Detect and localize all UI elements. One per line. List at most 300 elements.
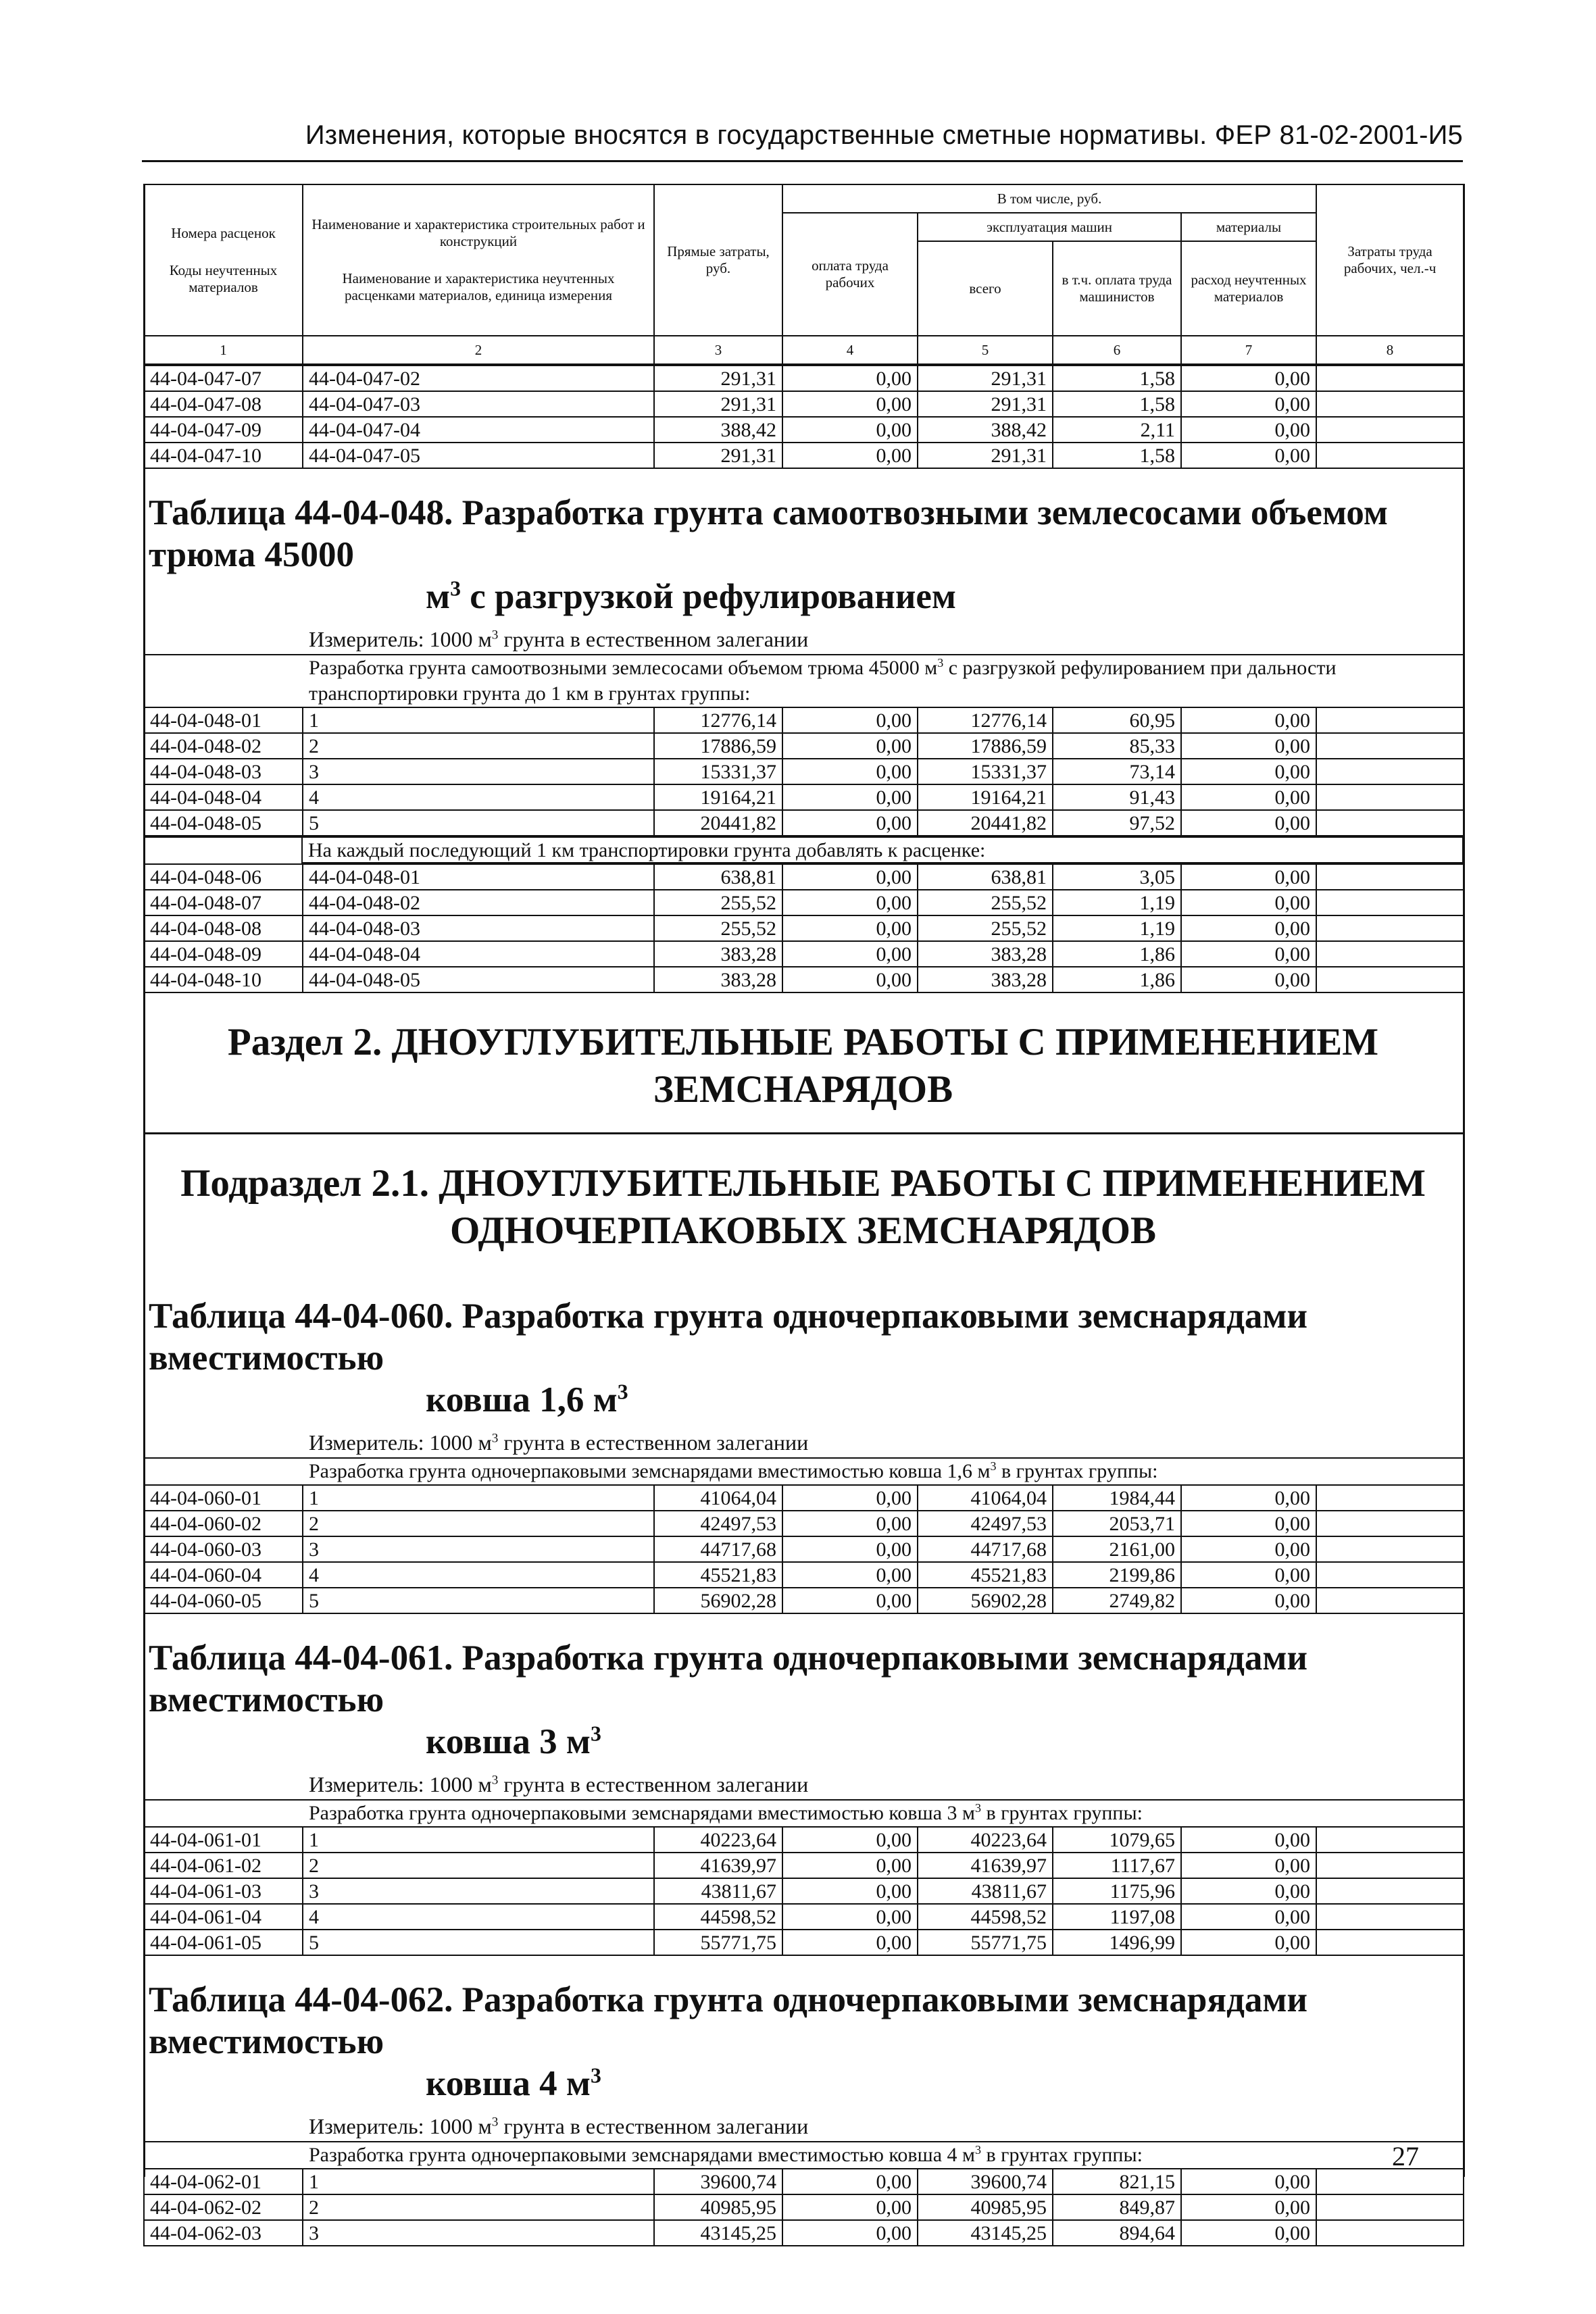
cell-code: 44-04-048-07	[144, 890, 303, 915]
cell-labor	[1316, 1904, 1464, 1930]
cell-code: 44-04-048-02	[144, 733, 303, 759]
cell-machines: 291,31	[918, 366, 1053, 391]
cell-machines: 19164,21	[918, 784, 1053, 810]
cell-materials: 0,00	[1181, 1588, 1316, 1613]
cell-code: 44-04-048-09	[144, 941, 303, 967]
cell-operators: 1,58	[1053, 391, 1181, 417]
column-number: 3	[654, 336, 782, 364]
cell-materials: 0,00	[1181, 1511, 1316, 1536]
header-col8: Затраты труда рабочих, чел.-ч	[1316, 184, 1464, 336]
cell-materials: 0,00	[1181, 366, 1316, 391]
header-col4: оплата труда рабочих	[782, 213, 918, 336]
cell-wages: 0,00	[782, 890, 918, 915]
cell-labor	[1316, 864, 1464, 890]
cell-labor	[1316, 2194, 1464, 2220]
cell-wages: 0,00	[782, 366, 918, 391]
cell-labor	[1316, 417, 1464, 443]
cell-operators: 2161,00	[1053, 1536, 1181, 1562]
cell-wages: 0,00	[782, 915, 918, 941]
cell-name: 44-04-048-05	[303, 967, 654, 992]
cell-machines: 45521,83	[918, 1562, 1053, 1588]
cell-machines: 44717,68	[918, 1536, 1053, 1562]
table-row	[144, 391, 1464, 417]
cell-direct: 45521,83	[654, 1562, 782, 1588]
cell-materials: 0,00	[1181, 417, 1316, 443]
cell-machines: 291,31	[918, 443, 1053, 468]
cell-direct: 40223,64	[654, 1827, 782, 1853]
cell-direct: 42497,53	[654, 1511, 782, 1536]
cell-labor	[1316, 443, 1464, 468]
cell-code: 44-04-047-09	[144, 417, 303, 443]
cell-operators: 1117,67	[1053, 1853, 1181, 1878]
section-heading-line1: Раздел 2. ДНОУГЛУБИТЕЛЬНЫЕ РАБОТЫ С ПРИМЕНЕНИЕМ	[227, 1021, 1379, 1063]
cell-code: 44-04-060-03	[144, 1536, 303, 1562]
header-col2	[303, 184, 654, 336]
table-row	[144, 2169, 1464, 2194]
cell-labor	[1316, 707, 1464, 733]
cell-direct: 39600,74	[654, 2169, 782, 2194]
section-heading-line2: ЗЕМСНАРЯДОВ	[653, 1068, 953, 1111]
cell-materials: 0,00	[1181, 733, 1316, 759]
cell-operators: 1496,99	[1053, 1930, 1181, 1955]
cell-wages: 0,00	[782, 1930, 918, 1955]
cell-labor	[1316, 759, 1464, 784]
cell-materials: 0,00	[1181, 443, 1316, 468]
cell-name: 4	[303, 784, 654, 810]
subsection-heading-line1: Подраздел 2.1. ДНОУГЛУБИТЕЛЬНЫЕ РАБОТЫ С ПРИМЕНЕНИЕМ	[180, 1162, 1426, 1205]
cell-name: 4	[303, 1562, 654, 1588]
cell-code: 44-04-061-02	[144, 1853, 303, 1878]
cell-machines: 15331,37	[918, 759, 1053, 784]
cell-name: 44-04-047-02	[303, 366, 654, 391]
cell-wages: 0,00	[782, 2220, 918, 2246]
table-row	[144, 2194, 1464, 2220]
header-materials: материалы	[1181, 213, 1316, 241]
cell-machines: 41639,97	[918, 1853, 1053, 1878]
table-row	[144, 864, 1464, 890]
cell-wages: 0,00	[782, 941, 918, 967]
table-row	[144, 967, 1464, 992]
cell-materials: 0,00	[1181, 784, 1316, 810]
cell-machines: 255,52	[918, 890, 1053, 915]
table-row	[144, 759, 1464, 784]
cell-direct: 638,81	[654, 864, 782, 890]
cell-wages: 0,00	[782, 1588, 918, 1613]
cell-direct: 19164,21	[654, 784, 782, 810]
cell-wages: 0,00	[782, 443, 918, 468]
table-row	[144, 1588, 1464, 1613]
cell-name: 1	[303, 1827, 654, 1853]
cell-wages: 0,00	[782, 1878, 918, 1904]
cell-machines: 40223,64	[918, 1827, 1053, 1853]
cell-direct: 43811,67	[654, 1878, 782, 1904]
column-number: 5	[918, 336, 1053, 364]
cell-materials: 0,00	[1181, 2194, 1316, 2220]
column-number: 8	[1316, 336, 1464, 364]
cell-code: 44-04-048-10	[144, 967, 303, 992]
column-number: 1	[144, 336, 303, 364]
cell-direct: 15331,37	[654, 759, 782, 784]
cell-machines: 44598,52	[918, 1904, 1053, 1930]
column-number: 7	[1181, 336, 1316, 364]
cell-operators: 1175,96	[1053, 1878, 1181, 1904]
cell-materials: 0,00	[1181, 967, 1316, 992]
cell-materials: 0,00	[1181, 1485, 1316, 1511]
cell-operators: 1079,65	[1053, 1827, 1181, 1853]
cell-operators: 2,11	[1053, 417, 1181, 443]
cell-direct: 41639,97	[654, 1853, 782, 1878]
cell-code: 44-04-062-03	[144, 2220, 303, 2246]
cell-code: 44-04-060-04	[144, 1562, 303, 1588]
table-row	[144, 733, 1464, 759]
cell-labor	[1316, 1853, 1464, 1878]
cell-name: 3	[303, 759, 654, 784]
table-062-unit: Измеритель: 1000 $м^3$ грунта в естественном залегании	[309, 2114, 809, 2138]
cell-name: 44-04-047-05	[303, 443, 654, 468]
cell-direct: 17886,59	[654, 733, 782, 759]
cell-wages: 0,00	[782, 391, 918, 417]
cell-operators: 60,95	[1053, 707, 1181, 733]
cell-code: 44-04-061-01	[144, 1827, 303, 1853]
cell-operators: 73,14	[1053, 759, 1181, 784]
table-row	[144, 1562, 1464, 1588]
page-content	[143, 184, 1463, 2246]
cell-name: 2	[303, 1853, 654, 1878]
cell-machines: 383,28	[918, 941, 1053, 967]
header-group: В том числе, руб.	[782, 184, 1316, 213]
table-row	[144, 1536, 1464, 1562]
header-col1	[144, 184, 303, 336]
cell-wages: 0,00	[782, 733, 918, 759]
cell-direct: 20441,82	[654, 810, 782, 836]
header-col1-rates: Номера расценок	[171, 224, 276, 241]
cell-direct: 44598,52	[654, 1904, 782, 1930]
cell-direct: 255,52	[654, 915, 782, 941]
cell-materials: 0,00	[1181, 1878, 1316, 1904]
cell-code: 44-04-047-07	[144, 366, 303, 391]
cell-name: 1	[303, 2169, 654, 2194]
cell-labor	[1316, 2220, 1464, 2246]
cell-name: 2	[303, 733, 654, 759]
cell-labor	[1316, 1588, 1464, 1613]
cell-direct: 44717,68	[654, 1536, 782, 1562]
table-row	[144, 810, 1464, 836]
cell-code: 44-04-061-03	[144, 1878, 303, 1904]
cell-name: 1	[303, 1485, 654, 1511]
table-row	[144, 2220, 1464, 2246]
header-col3: Прямые затраты, руб.	[654, 184, 782, 336]
table-062-description: Разработка грунта одночерпаковыми земснарядами вместимостью ковша 4 $м^3$ в грунтах группы:	[143, 2141, 1463, 2168]
cell-code: 44-04-048-06	[144, 864, 303, 890]
cell-direct: 291,31	[654, 366, 782, 391]
rates-table-048	[143, 707, 1464, 836]
table-row	[144, 1930, 1464, 1955]
cell-machines: 43811,67	[918, 1878, 1053, 1904]
cell-machines: 56902,28	[918, 1588, 1053, 1613]
table-row	[144, 1853, 1464, 1878]
cell-labor	[1316, 366, 1464, 391]
cell-name: 5	[303, 810, 654, 836]
cell-operators: 85,33	[1053, 733, 1181, 759]
table-048-title-line1: Таблица 44-04-048. Разработка грунта самоотвозными землесосами объемом трюма 45000	[149, 493, 1388, 574]
cell-operators: 91,43	[1053, 784, 1181, 810]
cell-name: 3	[303, 2220, 654, 2246]
table-062-title-line1: Таблица 44-04-062. Разработка грунта одночерпаковыми земснарядами вместимостью	[149, 1980, 1308, 2061]
rates-table-048-extra	[143, 863, 1464, 993]
cell-materials: 0,00	[1181, 1930, 1316, 1955]
cell-name: 3	[303, 1878, 654, 1904]
cell-labor	[1316, 941, 1464, 967]
cell-code: 44-04-048-05	[144, 810, 303, 836]
table-062-title	[143, 1979, 1463, 2105]
table-061-title-line1: Таблица 44-04-061. Разработка грунта одночерпаковыми земснарядами вместимостью	[149, 1638, 1308, 1719]
cell-operators: 2749,82	[1053, 1588, 1181, 1613]
cell-wages: 0,00	[782, 707, 918, 733]
header-col2-works: Наименование и характеристика строительных работ и конструкций	[311, 216, 645, 249]
rates-table-061	[143, 1826, 1464, 1956]
cell-name: 3	[303, 1536, 654, 1562]
cell-operators: 1,86	[1053, 941, 1181, 967]
cell-direct: 255,52	[654, 890, 782, 915]
table-062-title-line2: ковша 4 $м^3$	[426, 2063, 601, 2103]
cell-machines: 43145,25	[918, 2220, 1053, 2246]
rates-table-060	[143, 1484, 1464, 1614]
cell-materials: 0,00	[1181, 890, 1316, 915]
cell-operators: 849,87	[1053, 2194, 1181, 2220]
cell-operators: 97,52	[1053, 810, 1181, 836]
cell-operators: 2053,71	[1053, 1511, 1181, 1536]
subsection-heading-line2: ОДНОЧЕРПАКОВЫХ ЗЕМСНАРЯДОВ	[449, 1209, 1157, 1252]
table-060-title-line2: ковша 1,6 $м^3$	[426, 1380, 628, 1419]
cell-wages: 0,00	[782, 967, 918, 992]
cell-materials: 0,00	[1181, 1904, 1316, 1930]
table-row	[144, 417, 1464, 443]
cell-labor	[1316, 733, 1464, 759]
cell-direct: 41064,04	[654, 1485, 782, 1511]
cell-name: 2	[303, 1511, 654, 1536]
cell-name: 44-04-047-03	[303, 391, 654, 417]
cell-labor	[1316, 2169, 1464, 2194]
cell-materials: 0,00	[1181, 1562, 1316, 1588]
cell-operators: 894,64	[1053, 2220, 1181, 2246]
cell-direct: 55771,75	[654, 1930, 782, 1955]
table-061-title	[143, 1637, 1463, 1763]
table-060-title	[143, 1295, 1463, 1421]
cell-code: 44-04-062-01	[144, 2169, 303, 2194]
header-col2-materials: Наименование и характеристика неучтенных расценками материалов, единица измерения	[342, 270, 615, 303]
cell-operators: 1,19	[1053, 915, 1181, 941]
running-header: Изменения, которые вносятся в государственные сметные нормативы. ФЕР 81-02-2001-И5	[142, 120, 1463, 162]
table-row	[144, 890, 1464, 915]
table-row	[144, 707, 1464, 733]
cell-machines: 41064,04	[918, 1485, 1053, 1511]
table-row	[144, 443, 1464, 468]
cell-labor	[1316, 1536, 1464, 1562]
cell-operators: 821,15	[1053, 2169, 1181, 2194]
cell-name: 44-04-048-01	[303, 864, 654, 890]
cell-labor	[1316, 810, 1464, 836]
cell-machines: 40985,95	[918, 2194, 1053, 2220]
table-061-title-line2: ковша 3 $м^3$	[426, 1721, 601, 1761]
cell-code: 44-04-060-02	[144, 1511, 303, 1536]
table-048-note-table	[143, 836, 1464, 863]
table-row	[144, 1904, 1464, 1930]
rates-table-047	[143, 365, 1464, 469]
cell-materials: 0,00	[1181, 1827, 1316, 1853]
cell-code: 44-04-048-01	[144, 707, 303, 733]
rates-table-062	[143, 2168, 1464, 2246]
cell-wages: 0,00	[782, 1562, 918, 1588]
cell-machines: 383,28	[918, 967, 1053, 992]
column-number-row	[144, 336, 1464, 364]
cell-materials: 0,00	[1181, 2169, 1316, 2194]
cell-labor	[1316, 784, 1464, 810]
page-number: 27	[1392, 2141, 1419, 2171]
cell-machines: 42497,53	[918, 1511, 1053, 1536]
cell-materials: 0,00	[1181, 915, 1316, 941]
table-row	[144, 941, 1464, 967]
cell-code: 44-04-060-01	[144, 1485, 303, 1511]
cell-code: 44-04-048-04	[144, 784, 303, 810]
cell-wages: 0,00	[782, 1536, 918, 1562]
cell-machines: 638,81	[918, 864, 1053, 890]
cell-name: 44-04-048-04	[303, 941, 654, 967]
cell-direct: 40985,95	[654, 2194, 782, 2220]
cell-materials: 0,00	[1181, 1853, 1316, 1878]
column-number: 4	[782, 336, 918, 364]
table-048-title-line2: $м^3$ с разгрузкой рефулированием	[426, 576, 957, 616]
cell-machines: 17886,59	[918, 733, 1053, 759]
cell-labor	[1316, 915, 1464, 941]
cell-code: 44-04-048-03	[144, 759, 303, 784]
cell-materials: 0,00	[1181, 391, 1316, 417]
cell-labor	[1316, 1930, 1464, 1955]
cell-materials: 0,00	[1181, 759, 1316, 784]
table-060-unit: Измеритель: 1000 $м^3$ грунта в естественном залегании	[309, 1430, 809, 1455]
cell-direct: 12776,14	[654, 707, 782, 733]
cell-code: 44-04-061-04	[144, 1904, 303, 1930]
column-number: 2	[303, 336, 654, 364]
table-row	[144, 1827, 1464, 1853]
cell-direct: 56902,28	[654, 1588, 782, 1613]
cell-wages: 0,00	[782, 417, 918, 443]
header-col6: в т.ч. оплата труда машинистов	[1053, 241, 1181, 336]
cell-materials: 0,00	[1181, 1536, 1316, 1562]
table-060-title-line1: Таблица 44-04-060. Разработка грунта одночерпаковыми земснарядами вместимостью	[149, 1297, 1308, 1378]
cell-materials: 0,00	[1181, 941, 1316, 967]
cell-labor	[1316, 967, 1464, 992]
cell-direct: 291,31	[654, 443, 782, 468]
table-048-note: На каждый последующий 1 км транспортировки грунта добавлять к расценке:	[302, 837, 1463, 863]
subsection-heading	[143, 1160, 1463, 1255]
cell-wages: 0,00	[782, 864, 918, 890]
table-row	[144, 1878, 1464, 1904]
cell-wages: 0,00	[782, 784, 918, 810]
cell-machines: 255,52	[918, 915, 1053, 941]
table-048-title	[143, 492, 1463, 618]
cell-machines: 291,31	[918, 391, 1053, 417]
header-col1-codes: Коды неучтенных материалов	[169, 261, 278, 295]
cell-wages: 0,00	[782, 1485, 918, 1511]
table-048-unit: Измеритель: 1000 $м^3$ грунта в естественном залегании	[309, 627, 809, 651]
cell-direct: 388,42	[654, 417, 782, 443]
cell-operators: 2199,86	[1053, 1562, 1181, 1588]
cell-operators: 3,05	[1053, 864, 1181, 890]
cell-direct: 43145,25	[654, 2220, 782, 2246]
cell-machines: 388,42	[918, 417, 1053, 443]
cell-name: 1	[303, 707, 654, 733]
cell-labor	[1316, 1878, 1464, 1904]
cell-labor	[1316, 1511, 1464, 1536]
cell-materials: 0,00	[1181, 864, 1316, 890]
cell-operators: 1197,08	[1053, 1904, 1181, 1930]
cell-machines: 12776,14	[918, 707, 1053, 733]
table-row	[144, 915, 1464, 941]
cell-code: 44-04-061-05	[144, 1930, 303, 1955]
cell-name: 44-04-048-02	[303, 890, 654, 915]
cell-name: 2	[303, 2194, 654, 2220]
cell-labor	[1316, 1485, 1464, 1511]
table-row	[144, 366, 1464, 391]
cell-name: 5	[303, 1930, 654, 1955]
header-col5: всего	[918, 241, 1053, 336]
cell-machines: 39600,74	[918, 2169, 1053, 2194]
header-col7: расход неучтенных материалов	[1181, 241, 1316, 336]
table-row	[144, 784, 1464, 810]
table-048-description: Разработка грунта самоотвозными землесосами объемом трюма 45000 $м^3$ с разгрузкой рефулированием при дальности транспортировки грунта до 1 км в грунтах группы:	[143, 654, 1463, 707]
table-row	[144, 1511, 1464, 1536]
table-060-description: Разработка грунта одночерпаковыми земснарядами вместимостью ковша 1,6 $м^3$ в грунтах группы:	[143, 1457, 1463, 1484]
cell-wages: 0,00	[782, 1511, 918, 1536]
cell-direct: 383,28	[654, 941, 782, 967]
cell-materials: 0,00	[1181, 707, 1316, 733]
cell-wages: 0,00	[782, 2194, 918, 2220]
cell-name: 44-04-048-03	[303, 915, 654, 941]
section-heading	[143, 1019, 1463, 1134]
cell-machines: 55771,75	[918, 1930, 1053, 1955]
cell-direct: 291,31	[654, 391, 782, 417]
cell-labor	[1316, 391, 1464, 417]
cell-materials: 0,00	[1181, 810, 1316, 836]
table-row	[144, 1485, 1464, 1511]
column-header-table	[143, 184, 1464, 365]
table-061-description: Разработка грунта одночерпаковыми земснарядами вместимостью ковша 3 $м^3$ в грунтах группы:	[143, 1799, 1463, 1826]
cell-name: 44-04-047-04	[303, 417, 654, 443]
cell-code: 44-04-047-10	[144, 443, 303, 468]
cell-name: 4	[303, 1904, 654, 1930]
cell-code: 44-04-060-05	[144, 1588, 303, 1613]
cell-direct: 383,28	[654, 967, 782, 992]
cell-code: 44-04-048-08	[144, 915, 303, 941]
cell-labor	[1316, 890, 1464, 915]
cell-operators: 1,19	[1053, 890, 1181, 915]
cell-operators: 1984,44	[1053, 1485, 1181, 1511]
cell-wages: 0,00	[782, 810, 918, 836]
cell-code: 44-04-047-08	[144, 391, 303, 417]
cell-wages: 0,00	[782, 1853, 918, 1878]
cell-operators: 1,58	[1053, 366, 1181, 391]
header-machines: эксплуатация машин	[918, 213, 1181, 241]
cell-operators: 1,58	[1053, 443, 1181, 468]
cell-wages: 0,00	[782, 759, 918, 784]
cell-wages: 0,00	[782, 1827, 918, 1853]
cell-wages: 0,00	[782, 2169, 918, 2194]
cell-materials: 0,00	[1181, 2220, 1316, 2246]
column-number: 6	[1053, 336, 1181, 364]
cell-name: 5	[303, 1588, 654, 1613]
cell-operators: 1,86	[1053, 967, 1181, 992]
cell-wages: 0,00	[782, 1904, 918, 1930]
